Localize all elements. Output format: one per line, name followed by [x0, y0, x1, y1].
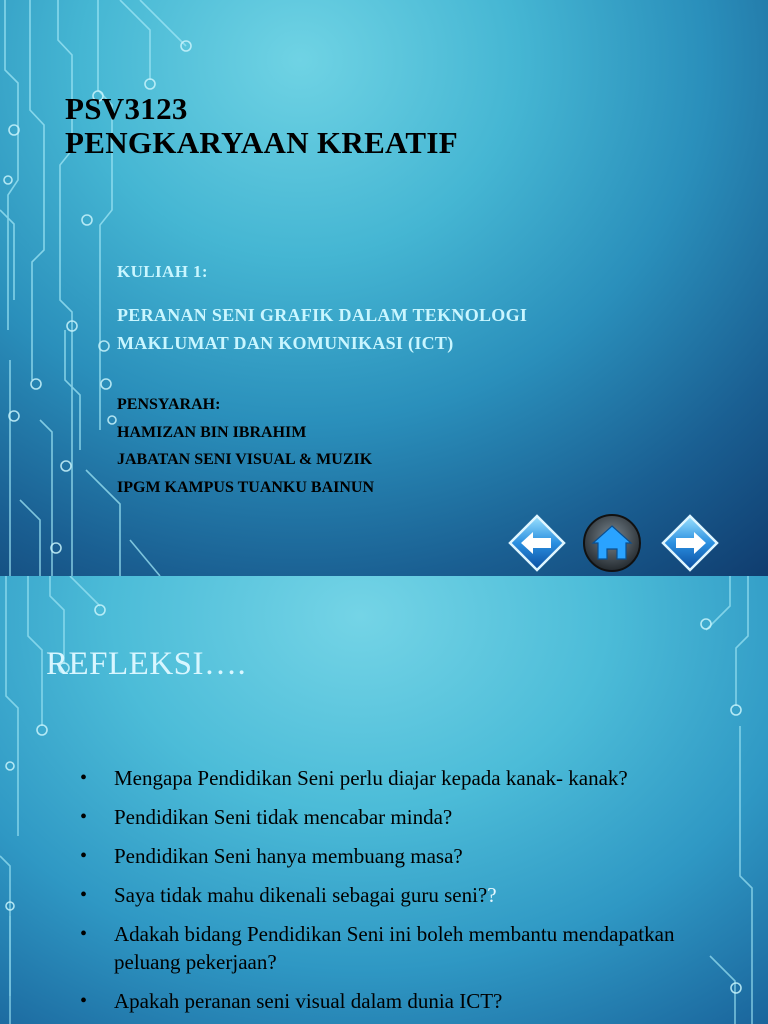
home-button[interactable] — [582, 513, 642, 573]
lecturer-info — [117, 391, 374, 501]
bullet-icon: • — [80, 845, 88, 867]
reflection-slide — [0, 576, 768, 1024]
reflection-list — [80, 764, 740, 1024]
lecturer-name: HAMIZAN BIN IBRAHIM — [117, 423, 307, 441]
bullet-icon: • — [80, 767, 88, 789]
bullet-icon: • — [80, 990, 88, 1012]
bullet-icon: • — [80, 884, 88, 906]
arrow-right-icon — [660, 513, 720, 573]
topic-line-1: PERANAN SENI GRAFIK DALAM TEKNOLOGI — [117, 305, 528, 325]
list-item — [80, 881, 740, 909]
next-button[interactable] — [660, 513, 720, 573]
course-title — [65, 92, 458, 160]
list-item-text: Pendidikan Seni tidak mencabar minda? — [114, 805, 453, 829]
department: JABATAN SENI VISUAL & MUZIK — [117, 451, 373, 468]
list-item — [80, 842, 740, 870]
institution: IPGM KAMPUS TUANKU BAINUN — [117, 478, 375, 496]
list-item — [80, 920, 740, 976]
arrow-left-icon — [507, 513, 567, 573]
list-item-text: Apakah peranan seni visual dalam dunia ICT? — [114, 989, 503, 1013]
bullet-icon: • — [80, 806, 88, 828]
list-item — [80, 803, 740, 831]
list-item-text: Pendidikan Seni hanya membuang masa? — [114, 844, 463, 868]
slide-heading: REFLEKSI…. — [46, 646, 247, 682]
list-item-extra: ? — [487, 883, 497, 907]
course-code: PSV3123 — [65, 91, 188, 126]
home-icon — [582, 513, 642, 573]
list-item-text: Saya tidak mahu dikenali sebagai guru seni? — [114, 883, 488, 907]
bullet-icon: • — [80, 923, 88, 945]
lecture-topic — [117, 301, 527, 357]
lecture-label: KULIAH 1: — [117, 262, 208, 281]
list-item-text: Mengapa Pendidikan Seni perlu diajar kepada kanak- kanak? — [114, 766, 628, 790]
list-item — [80, 764, 740, 792]
topic-line-2: MAKLUMAT DAN KOMUNIKASI (ICT) — [117, 333, 454, 353]
course-name: PENGKARYAAN KREATIF — [65, 125, 459, 160]
list-item — [80, 987, 740, 1015]
lecturer-heading: PENSYARAH: — [117, 396, 221, 413]
previous-button[interactable] — [507, 513, 567, 573]
list-item-text: Adakah bidang Pendidikan Seni ini boleh membantu mendapatkan peluang pekerjaan? — [114, 922, 675, 974]
